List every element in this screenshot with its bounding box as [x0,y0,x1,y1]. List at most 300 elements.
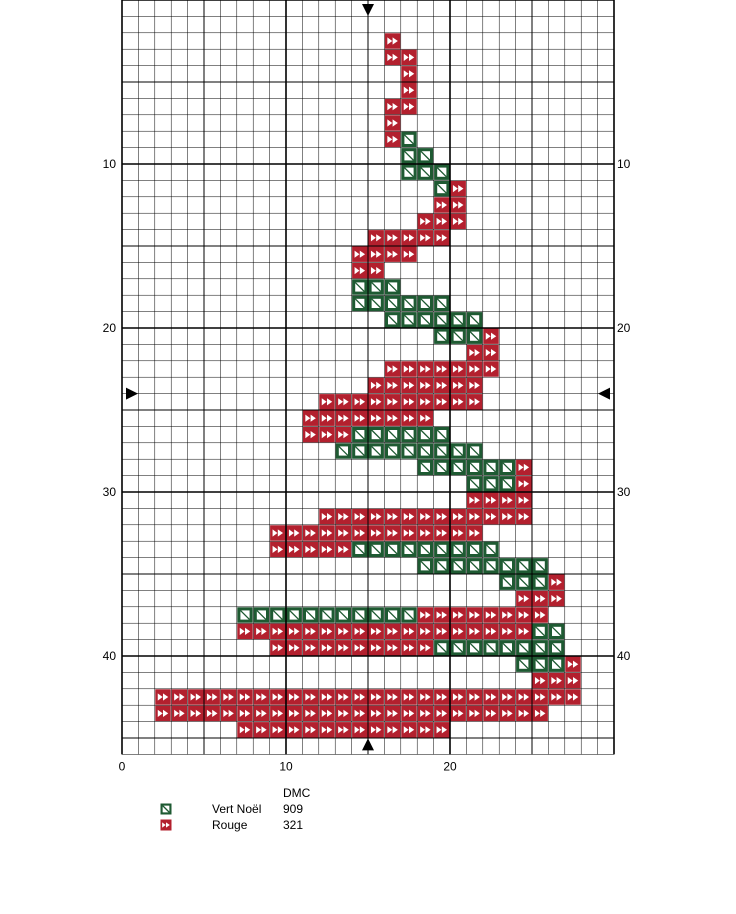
stitch-vert-noel [352,427,367,442]
stitch-vert-noel [369,427,384,442]
y-tick-label-left: 40 [102,649,116,663]
stitch-rouge [516,706,531,721]
stitch-rouge [401,394,416,409]
stitch-vert-noel [401,148,416,163]
stitch-vert-noel [319,607,334,622]
stitch-vert-noel [303,607,318,622]
y-tick-label-right: 10 [617,157,631,171]
stitch-rouge [385,525,400,540]
stitch-rouge [483,493,498,508]
stitch-rouge [336,689,351,704]
stitch-rouge [369,230,384,245]
stitch-rouge [401,247,416,262]
stitch-rouge [385,50,400,65]
stitch-rouge [434,509,449,524]
stitch-rouge [418,361,433,376]
stitch-rouge [467,525,482,540]
stitch-rouge [401,361,416,376]
stitch-rouge [434,214,449,229]
stitch-vert-noel [434,443,449,458]
diagonal-box-icon [160,803,172,815]
stitch-rouge [352,640,367,655]
stitch-vert-noel [434,181,449,196]
stitch-rouge [319,624,334,639]
stitch-rouge [352,247,367,262]
stitch-vert-noel [451,640,466,655]
stitch-rouge [451,624,466,639]
y-tick-label-left: 30 [102,485,116,499]
stitch-rouge [336,394,351,409]
stitch-rouge [467,706,482,721]
stitch-rouge [221,706,236,721]
stitch-vert-noel [352,607,367,622]
stitch-rouge [336,525,351,540]
stitch-rouge [434,525,449,540]
stitch-rouge [303,689,318,704]
stitch-vert-noel [451,443,466,458]
stitch-rouge [467,689,482,704]
stitch-rouge [500,607,515,622]
stitch-rouge [270,722,285,737]
stitch-rouge [483,361,498,376]
stitch-vert-noel [369,296,384,311]
y-tick-label-right: 40 [617,649,631,663]
stitch-vert-noel [451,542,466,557]
stitch-rouge [270,525,285,540]
stitch-vert-noel [418,427,433,442]
stitch-rouge [533,706,548,721]
stitch-rouge [303,411,318,426]
stitch-vert-noel [434,165,449,180]
stitch-rouge [434,722,449,737]
stitch-vert-noel [369,607,384,622]
stitch-vert-noel [467,460,482,475]
stitch-rouge [319,427,334,442]
stitch-rouge [205,706,220,721]
stitch-rouge [385,689,400,704]
stitch-rouge [385,230,400,245]
stitch-vert-noel [533,624,548,639]
stitch-rouge [483,689,498,704]
stitch-rouge [401,99,416,114]
stitch-rouge [385,115,400,130]
stitch-vert-noel [401,427,416,442]
stitch-vert-noel [352,296,367,311]
stitch-rouge [516,509,531,524]
stitch-rouge [270,706,285,721]
stitch-vert-noel [533,640,548,655]
stitch-rouge [401,525,416,540]
stitch-rouge [319,689,334,704]
stitch-rouge [303,427,318,442]
stitch-vert-noel [483,476,498,491]
stitch-rouge [451,607,466,622]
stitch-rouge [434,378,449,393]
stitch-vert-noel [418,312,433,327]
stitch-rouge [516,460,531,475]
stitch-rouge [451,378,466,393]
stitch-rouge [155,689,170,704]
stitch-vert-noel [401,312,416,327]
stitch-rouge [385,624,400,639]
stitch-rouge [533,607,548,622]
stitch-rouge [418,509,433,524]
legend-item-name: Vert Noël [212,802,262,816]
stitch-rouge [401,689,416,704]
stitch-rouge [270,689,285,704]
stitch-rouge [549,575,564,590]
stitch-rouge [205,689,220,704]
stitch-vert-noel [451,329,466,344]
stitch-rouge [418,230,433,245]
stitch-vert-noel [401,542,416,557]
stitch-rouge [467,493,482,508]
x-tick-label: 10 [279,759,293,774]
stitch-rouge [516,493,531,508]
stitch-rouge [451,689,466,704]
stitch-rouge [434,607,449,622]
stitch-rouge [516,624,531,639]
stitch-vert-noel [500,558,515,573]
stitch-rouge [401,50,416,65]
stitch-rouge [303,640,318,655]
stitch-rouge [451,509,466,524]
stitch-rouge [352,706,367,721]
stitch-rouge [352,263,367,278]
stitch-vert-noel [434,329,449,344]
stitch-vert-noel [385,443,400,458]
stitch-rouge [352,624,367,639]
stitch-rouge [385,361,400,376]
stitch-vert-noel [237,607,252,622]
stitch-rouge [467,378,482,393]
stitch-rouge [336,722,351,737]
stitch-rouge [565,673,580,688]
stitch-vert-noel [467,542,482,557]
stitch-rouge [549,591,564,606]
stitch-rouge [418,722,433,737]
stitch-rouge [336,411,351,426]
legend-item-rouge [158,818,358,834]
stitch-rouge [254,689,269,704]
stitch-rouge [401,722,416,737]
stitch-rouge [287,689,302,704]
stitch-rouge [401,706,416,721]
stitch-rouge [418,706,433,721]
stitch-vert-noel [434,640,449,655]
stitch-vert-noel [549,624,564,639]
stitch-vert-noel [418,460,433,475]
stitch-rouge [565,657,580,672]
stitch-rouge [352,394,367,409]
stitch-rouge [319,525,334,540]
y-tick-label-left: 20 [102,321,116,335]
stitch-vert-noel [483,542,498,557]
stitch-rouge [254,624,269,639]
stitch-rouge [303,525,318,540]
stitch-rouge [516,607,531,622]
stitch-vert-noel [385,607,400,622]
stitch-rouge [385,722,400,737]
stitch-rouge [451,214,466,229]
stitch-rouge [483,706,498,721]
stitch-rouge [336,624,351,639]
stitch-rouge [500,509,515,524]
stitch-vert-noel [434,542,449,557]
stitch-rouge [385,394,400,409]
stitch-rouge [483,624,498,639]
stitch-rouge [155,706,170,721]
stitch-rouge [533,673,548,688]
stitch-rouge [434,706,449,721]
stitch-vert-noel [434,558,449,573]
stitch-rouge [319,509,334,524]
stitch-vert-noel [418,443,433,458]
stitch-rouge [369,247,384,262]
stitch-rouge [369,722,384,737]
stitch-rouge [467,394,482,409]
stitch-vert-noel [385,542,400,557]
stitch-rouge [287,640,302,655]
stitch-vert-noel [401,132,416,147]
stitch-vert-noel [254,607,269,622]
stitch-rouge [451,181,466,196]
stitch-rouge [369,411,384,426]
stitch-rouge [369,509,384,524]
stitch-rouge [369,706,384,721]
center-marker-right [598,388,610,400]
stitch-rouge [254,706,269,721]
stitch-rouge [287,525,302,540]
stitch-rouge [237,706,252,721]
y-tick-label-right: 30 [617,485,631,499]
stitch-vert-noel [401,296,416,311]
stitch-rouge [451,525,466,540]
stitch-vert-noel [451,460,466,475]
stitch-vert-noel [483,558,498,573]
stitch-rouge [352,722,367,737]
stitch-rouge [483,329,498,344]
stitch-rouge [401,509,416,524]
stitch-vert-noel [483,640,498,655]
stitch-rouge [336,427,351,442]
stitch-vert-noel [418,542,433,557]
stitch-rouge [319,722,334,737]
stitch-vert-noel [385,312,400,327]
stitch-rouge [336,542,351,557]
stitch-rouge [369,263,384,278]
stitch-rouge [401,83,416,98]
stitch-rouge [467,345,482,360]
stitch-vert-noel [418,148,433,163]
stitch-rouge [516,591,531,606]
stitch-rouge [483,345,498,360]
stitch-rouge [270,624,285,639]
stitch-rouge [533,689,548,704]
stitch-vert-noel [369,279,384,294]
stitch-rouge [418,640,433,655]
stitch-rouge [516,689,531,704]
stitch-rouge [401,411,416,426]
center-marker-left [126,388,138,400]
stitch-rouge [237,624,252,639]
stitch-vert-noel [467,443,482,458]
stitch-vert-noel [352,443,367,458]
stitch-vert-noel [401,165,416,180]
center-marker-top [362,4,374,16]
stitch-rouge [434,624,449,639]
stitch-rouge [385,509,400,524]
stitch-rouge [303,722,318,737]
stitch-rouge [385,640,400,655]
legend-header: DMC [283,786,311,800]
stitch-rouge [451,197,466,212]
stitch-vert-noel [451,558,466,573]
stitch-vert-noel [385,279,400,294]
stitch-rouge [287,706,302,721]
stitch-rouge [336,640,351,655]
stitch-vert-noel [401,443,416,458]
stitch-vert-noel [336,443,351,458]
stitch-rouge [172,689,187,704]
stitch-rouge [418,624,433,639]
stitch-vert-noel [434,312,449,327]
stitch-rouge [352,689,367,704]
stitch-rouge [319,411,334,426]
stitch-rouge [451,706,466,721]
y-tick-label-left: 10 [102,157,116,171]
stitch-vert-noel [500,460,515,475]
stitch-vert-noel [336,607,351,622]
stitch-vert-noel [533,558,548,573]
stitch-rouge [434,361,449,376]
stitch-vert-noel [352,279,367,294]
y-tick-label-right: 20 [617,321,631,335]
stitch-vert-noel [385,296,400,311]
stitch-rouge [401,378,416,393]
stitch-rouge [434,394,449,409]
legend-item-vert-noel [158,802,358,818]
stitch-rouge [369,640,384,655]
stitch-rouge [385,33,400,48]
stitch-rouge [418,525,433,540]
stitch-vert-noel [418,296,433,311]
stitch-rouge [549,673,564,688]
stitch-vert-noel [516,657,531,672]
stitch-rouge [401,624,416,639]
stitch-rouge [270,640,285,655]
stitch-vert-noel [369,542,384,557]
stitch-rouge [467,509,482,524]
stitch-rouge [500,689,515,704]
stitch-rouge [336,509,351,524]
stitch-rouge [352,525,367,540]
stitch-vert-noel [516,640,531,655]
double-arrow-icon [160,819,172,831]
stitch-vert-noel [549,640,564,655]
stitch-rouge [418,214,433,229]
stitch-vert-noel [549,657,564,672]
stitch-rouge [287,722,302,737]
stitch-rouge [303,542,318,557]
stitch-rouge [467,361,482,376]
stitch-vert-noel [467,329,482,344]
legend-item-code: 909 [283,802,304,816]
stitch-vert-noel [533,575,548,590]
x-tick-label: 20 [443,759,457,774]
stitch-rouge [352,509,367,524]
stitch-rouge [385,411,400,426]
stitch-vert-noel [516,558,531,573]
stitch-rouge [385,132,400,147]
stitch-rouge [483,607,498,622]
stitch-rouge [451,394,466,409]
stitch-rouge [369,689,384,704]
stitch-vert-noel [352,542,367,557]
stitch-vert-noel [533,657,548,672]
stitch-rouge [237,722,252,737]
stitch-rouge [319,640,334,655]
stitch-vert-noel [287,607,302,622]
stitch-rouge [434,230,449,245]
stitch-rouge [418,378,433,393]
stitch-rouge [287,624,302,639]
stitch-rouge [483,509,498,524]
stitch-rouge [451,361,466,376]
stitch-rouge [533,591,548,606]
stitch-vert-noel [500,575,515,590]
stitch-rouge [385,378,400,393]
stitch-rouge [500,493,515,508]
center-marker-bottom [362,738,374,750]
stitch-rouge [303,624,318,639]
stitch-vert-noel [451,312,466,327]
stitch-rouge [401,640,416,655]
stitch-vert-noel [418,558,433,573]
stitch-vert-noel [418,165,433,180]
stitch-rouge [369,525,384,540]
stitch-rouge [401,230,416,245]
stitch-rouge [319,394,334,409]
stitch-rouge [434,197,449,212]
stitch-vert-noel [434,460,449,475]
stitch-rouge [385,247,400,262]
stitch-rouge [418,689,433,704]
stitch-rouge [434,689,449,704]
legend-item-code: 321 [283,818,304,832]
legend [158,786,358,846]
stitch-vert-noel [467,640,482,655]
stitch-rouge [418,394,433,409]
stitch-rouge [172,706,187,721]
stitch-rouge [270,542,285,557]
stitch-rouge [369,624,384,639]
stitch-vert-noel [401,607,416,622]
stitch-vert-noel [500,640,515,655]
stitch-vert-noel [434,296,449,311]
stitch-rouge [221,689,236,704]
stitch-rouge [500,624,515,639]
stitch-rouge [369,394,384,409]
stitch-vert-noel [385,427,400,442]
stitch-rouge [516,476,531,491]
stitch-rouge [385,706,400,721]
stitch-rouge [549,689,564,704]
stitch-rouge [418,607,433,622]
stitch-vert-noel [467,558,482,573]
stitch-rouge [254,722,269,737]
x-tick-label: 0 [118,759,126,774]
